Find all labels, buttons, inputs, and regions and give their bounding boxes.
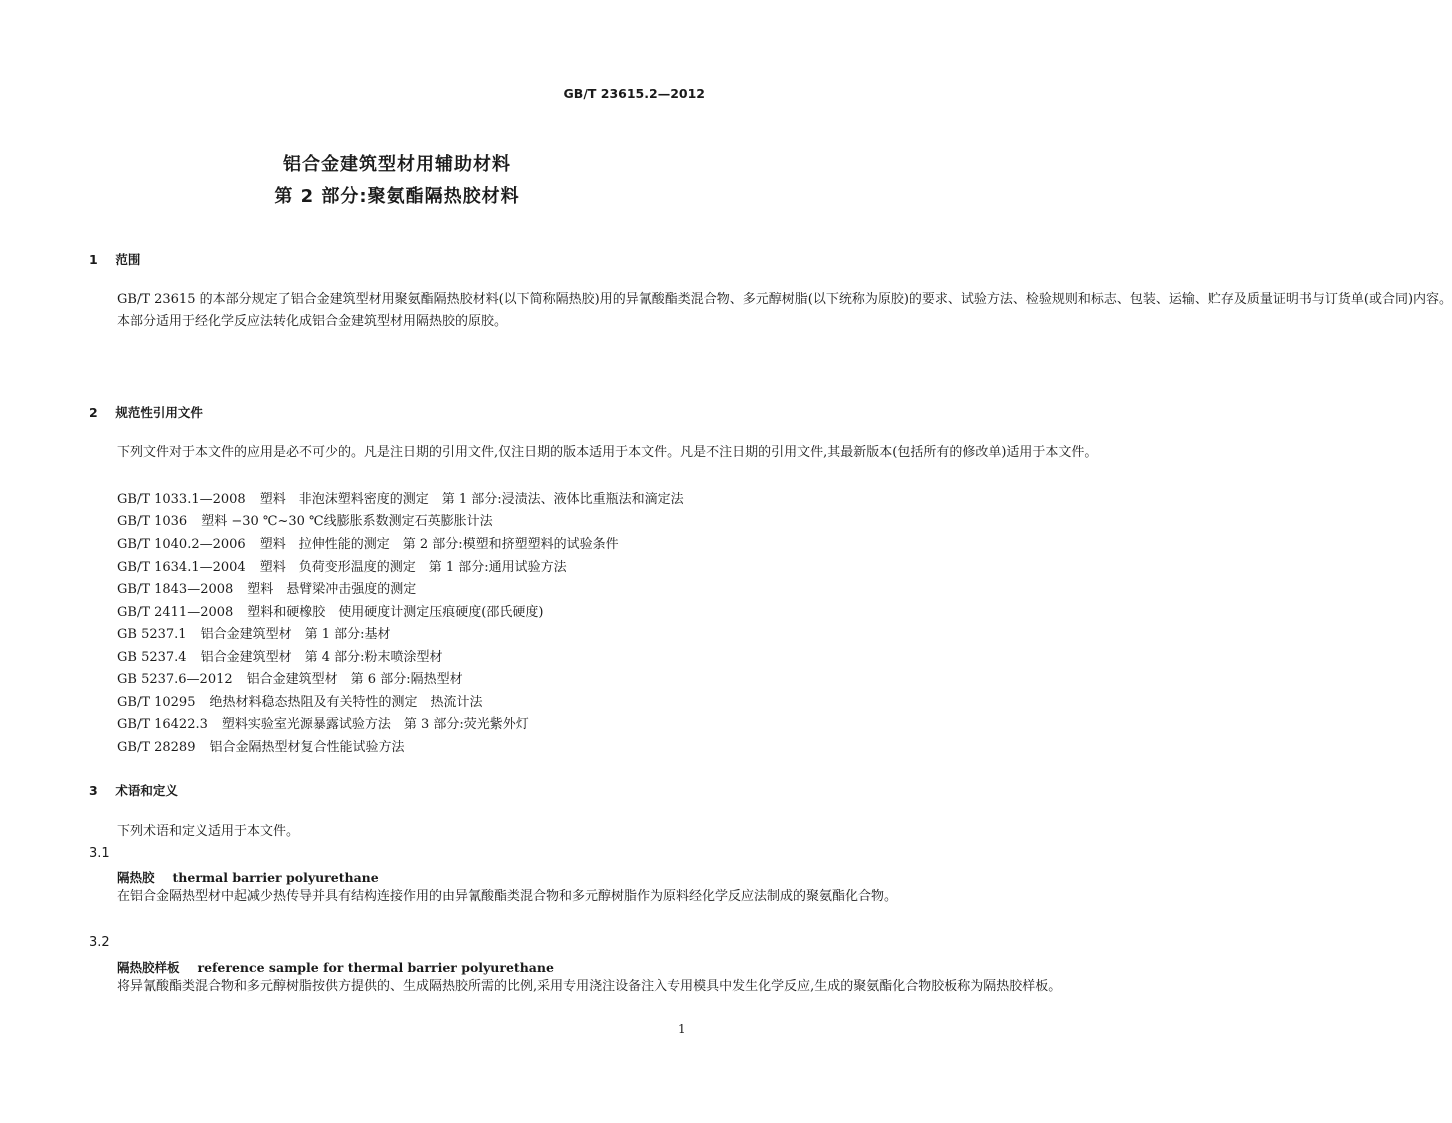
paragraph: 下列文件对于本文件的应用是必不可少的。凡是注日期的引用文件,仅注日期的版本适用于本文件。凡是不注日期的引用文件,其最新版本(包括所有的修改单)适用于本文件。 [117, 445, 1098, 460]
term-number: 3.1 [89, 846, 110, 861]
reference-item [117, 668, 463, 687]
reference-code: GB/T 2411—2008 [117, 605, 234, 620]
reference-code: GB 5237.4 [117, 650, 187, 665]
paragraph: 在铝合金隔热型材中起减少热传导并具有结构连接作用的由异氰酸酯类混合物和多元醇树脂作为原料经化学反应法制成的聚氨酯化合物。 [117, 889, 898, 904]
term-name-cn: 隔热胶 [117, 870, 155, 885]
reference-code: GB/T 1843—2008 [117, 582, 234, 597]
section-3-intro: 下列术语和定义适用于本文件。 [117, 824, 300, 839]
reference-item [117, 488, 684, 507]
reference-item [117, 713, 529, 732]
term-name-en: reference sample for thermal barrier polyurethane [197, 960, 554, 975]
reference-title: 塑料 −30 ℃~30 ℃线膨胀系数测定石英膨胀计法 [201, 514, 493, 529]
reference-title: 塑料和硬橡胶 使用硬度计测定压痕硬度(邵氏硬度) [247, 605, 544, 620]
term-definition [89, 976, 1062, 998]
document-title-line2: 第 2 部分:聚氨酯隔热胶材料 [274, 186, 520, 207]
reference-title: 铝合金建筑型材 第 4 部分:粉末喷涂型材 [200, 650, 443, 665]
paragraph: GB/T 23615 的本部分规定了铝合金建筑型材用聚氨酯隔热胶材料(以下简称隔热胶)用的异氰酸酯类混合物、多元醇树脂(以下统称为原胶)的要求、试验方法、检验规则和标志、包装、运输、贮存及质量证明书与订货单(或合同)内容。 [117, 292, 1452, 307]
reference-code: GB/T 10295 [117, 695, 196, 710]
term-number: 3.2 [89, 935, 110, 950]
reference-item [117, 578, 416, 597]
section-2-heading [89, 403, 203, 421]
reference-title: 塑料实验室光源暴露试验方法 第 3 部分:荧光紫外灯 [221, 717, 529, 732]
section-number: 2 [89, 405, 98, 420]
reference-item [117, 736, 405, 755]
term-name [117, 868, 379, 886]
reference-code: GB/T 1634.1—2004 [117, 560, 246, 575]
section-3-heading [89, 781, 178, 799]
reference-code: GB/T 1033.1—2008 [117, 492, 246, 507]
reference-title: 铝合金建筑型材 第 1 部分:基材 [200, 627, 391, 642]
reference-item [117, 691, 483, 710]
section-number: 3 [89, 783, 98, 798]
section-1-heading [89, 250, 140, 268]
reference-title: 绝热材料稳态热阻及有关特性的测定 热流计法 [209, 695, 483, 710]
reference-code: GB 5237.1 [117, 627, 187, 642]
section-title: 规范性引用文件 [115, 405, 203, 420]
reference-title: 铝合金隔热型材复合性能试验方法 [209, 740, 405, 755]
reference-item [117, 646, 442, 665]
reference-code: GB/T 16422.3 [117, 717, 208, 732]
section-1-body [89, 289, 1452, 333]
term-name-cn: 隔热胶样板 [117, 960, 180, 975]
section-number: 1 [89, 252, 98, 267]
section-2-intro [89, 442, 1098, 464]
reference-item [117, 533, 619, 552]
reference-item [117, 623, 390, 642]
section-title: 术语和定义 [115, 783, 178, 798]
term-name [117, 958, 554, 976]
paragraph: 本部分适用于经化学反应法转化成铝合金建筑型材用隔热胶的原胶。 [117, 314, 508, 329]
page-number: 1 [678, 1022, 686, 1036]
reference-code: GB/T 28289 [117, 740, 196, 755]
document-title-line1: 铝合金建筑型材用辅助材料 [283, 154, 511, 175]
reference-title: 塑料 非泡沫塑料密度的测定 第 1 部分:浸渍法、液体比重瓶法和滴定法 [259, 492, 684, 507]
standard-number: GB/T 23615.2—2012 [563, 86, 705, 101]
reference-item [117, 556, 567, 575]
reference-code: GB/T 1040.2—2006 [117, 537, 246, 552]
reference-item [117, 510, 493, 529]
reference-title: 铝合金建筑型材 第 6 部分:隔热型材 [246, 672, 463, 687]
reference-item [117, 601, 543, 620]
reference-title: 塑料 拉伸性能的测定 第 2 部分:模塑和挤塑塑料的试验条件 [259, 537, 619, 552]
reference-title: 塑料 负荷变形温度的测定 第 1 部分:通用试验方法 [259, 560, 567, 575]
reference-code: GB 5237.6—2012 [117, 672, 233, 687]
section-title: 范围 [115, 252, 141, 267]
term-definition [89, 886, 898, 908]
paragraph: 将异氰酸酯类混合物和多元醇树脂按供方提供的、生成隔热胶所需的比例,采用专用浇注设备注入专用模具中发生化学反应,生成的聚氨酯化合物胶板称为隔热胶样板。 [117, 979, 1062, 994]
reference-code: GB/T 1036 [117, 514, 188, 529]
reference-title: 塑料 悬臂梁冲击强度的测定 [247, 582, 417, 597]
term-name-en: thermal barrier polyurethane [172, 870, 379, 885]
